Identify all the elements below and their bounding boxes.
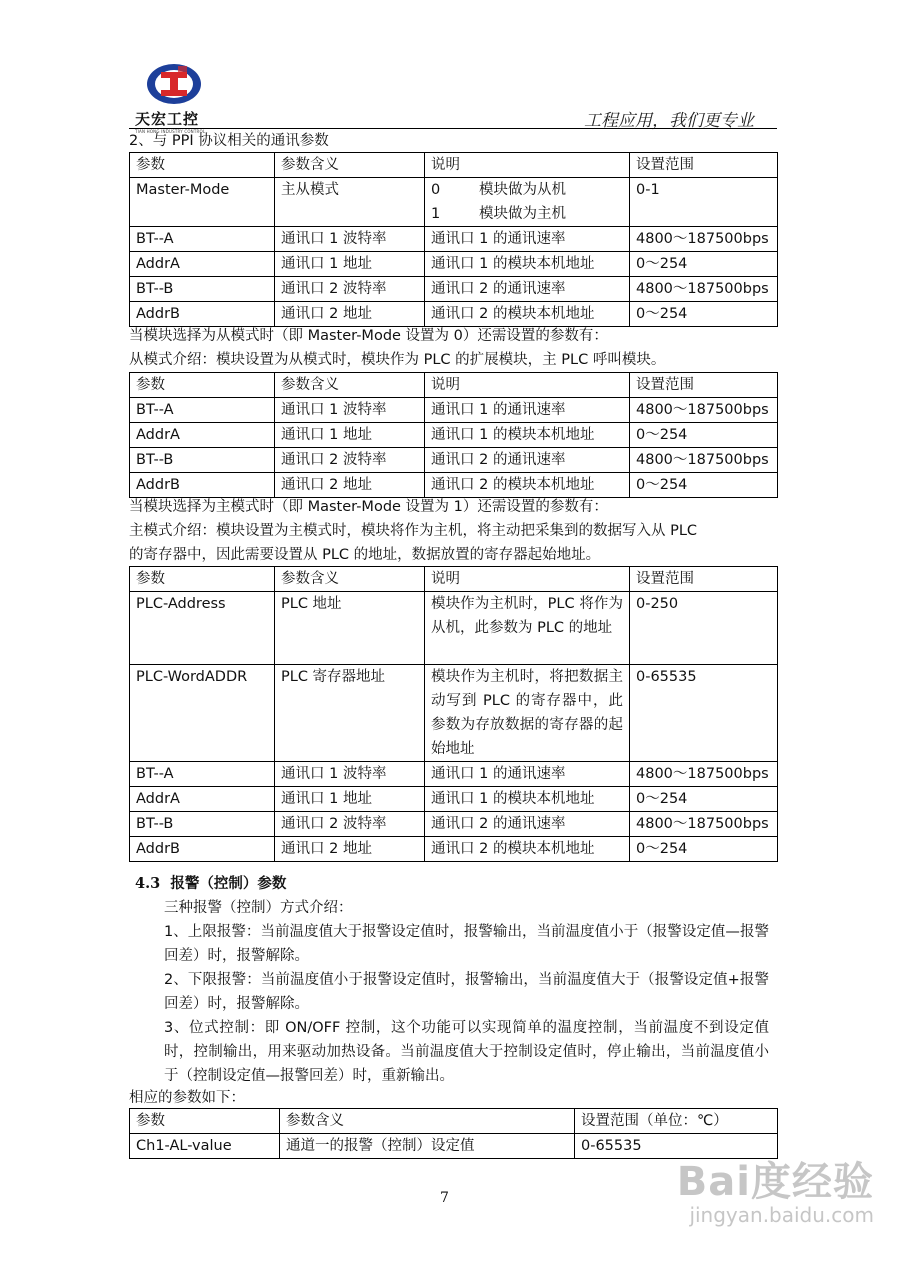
table-header-row [130,567,778,592]
cell-param: Master-Mode [130,178,275,227]
master-mode-desc-1: 主模式介绍：模块设置为主模式时，模块将作为主机，将主动把采集到的数据写入从 PLC [129,523,698,539]
header-desc: 说明 [425,373,630,398]
table-row [130,592,778,665]
header-meaning: 参数含义 [275,153,425,178]
table-row [130,178,778,227]
table-row [130,665,778,762]
cell-range: 0-1 [630,178,778,227]
header-range: 设置范围（单位：℃） [575,1109,778,1134]
cell-desc: 通讯口 2 的通讯速率 [425,448,630,473]
header-slogan: 工程应用，我们更专业 [584,111,754,131]
cell-desc: 通讯口 1 的模块本机地址 [425,252,630,277]
company-logo [135,62,215,134]
master-mode-desc-2: 的寄存器中，因此需要设置从 PLC 的地址，数据放置的寄存器起始地址。 [129,547,601,563]
cell-meaning: 通讯口 1 波特率 [275,398,425,423]
header-meaning: 参数含义 [275,567,425,592]
cell-range: 0～254 [630,787,778,812]
table-row [130,837,778,862]
cell-param: BT--B [130,277,275,302]
cell-range: 4800～187500bps [630,762,778,787]
table-row [130,787,778,812]
table-row [130,473,778,498]
cell-param: AddrA [130,787,275,812]
cell-range: 4800～187500bps [630,277,778,302]
cell-desc: 模块作为主机时，PLC 将作为从机，此参数为 PLC 的地址 [425,592,630,665]
cell-range: 0-65535 [630,665,778,762]
cell-param: PLC-Address [130,592,275,665]
cell-range: 4800～187500bps [630,227,778,252]
cell-desc [425,178,630,227]
header-param: 参数 [130,567,275,592]
section-2-title: 2、与 PPI 协议相关的通讯参数 [129,133,329,149]
ppi-params-table [129,152,778,327]
cell-meaning: 通讯口 1 地址 [275,787,425,812]
section-4-3-heading [135,872,286,893]
master-mode-intro: 当模块选择为主模式时（即 Master-Mode 设置为 1）还需设置的参数有： [129,499,608,515]
table-row [130,448,778,473]
related-params-label: 相应的参数如下： [129,1090,245,1106]
header-meaning: 参数含义 [280,1109,575,1134]
cell-param: BT--A [130,398,275,423]
cell-range: 4800～187500bps [630,812,778,837]
cell-param: Ch1-AL-value [130,1134,280,1159]
header-meaning: 参数含义 [275,373,425,398]
cell-meaning: 通讯口 1 地址 [275,252,425,277]
cell-param: BT--A [130,227,275,252]
cell-range: 0-65535 [575,1134,778,1159]
cell-param: AddrB [130,473,275,498]
cell-range: 4800～187500bps [630,448,778,473]
cell-desc: 通讯口 1 的通讯速率 [425,398,630,423]
table-row [130,277,778,302]
cell-range: 0～254 [630,473,778,498]
cell-meaning: 通道一的报警（控制）设定值 [280,1134,575,1159]
logo-emblem-icon [145,62,203,106]
cell-meaning: 通讯口 2 地址 [275,302,425,327]
cell-param: AddrB [130,837,275,862]
cell-desc: 通讯口 2 的模块本机地址 [425,302,630,327]
cell-meaning: 通讯口 1 地址 [275,423,425,448]
table-header-row [130,1109,778,1134]
table-row [130,252,778,277]
option-text: 模块做为从机 [479,182,566,198]
cell-desc: 模块作为主机时，将把数据主动写到 PLC 的寄存器中，此参数为存放数据的寄存器的起始地址 [425,665,630,762]
cell-range: 0～254 [630,302,778,327]
slave-mode-intro: 当模块选择为从模式时（即 Master-Mode 设置为 0）还需设置的参数有： [129,328,608,344]
cell-range: 0～254 [630,837,778,862]
cell-meaning: 通讯口 1 波特率 [275,227,425,252]
cell-range: 0-250 [630,592,778,665]
table-row [130,398,778,423]
header-desc: 说明 [425,153,630,178]
slave-params-table [129,372,778,498]
watermark-url: jingyan.baidu.com [689,1203,874,1227]
cell-meaning: 通讯口 1 波特率 [275,762,425,787]
cell-desc: 通讯口 1 的通讯速率 [425,762,630,787]
alarm-item-lower: 2、下限报警：当前温度值小于报警设定值时，报警输出，当前温度值大于（报警设定值+报警回差）时，报警解除。 [164,972,769,1012]
cell-range: 0～254 [630,423,778,448]
cell-meaning: 通讯口 2 地址 [275,473,425,498]
cell-meaning: PLC 寄存器地址 [275,665,425,762]
table-header-row [130,373,778,398]
watermark [677,1150,874,1227]
page-number: 7 [440,1190,449,1206]
header-range: 设置范围 [630,567,778,592]
section-title: 报警（控制）参数 [170,875,287,892]
slave-mode-desc: 从模式介绍：模块设置为从模式时，模块作为 PLC 的扩展模块，主 PLC 呼叫模块。 [129,352,666,368]
cell-desc: 通讯口 2 的通讯速率 [425,812,630,837]
cell-desc: 通讯口 2 的模块本机地址 [425,473,630,498]
cell-param: PLC-WordADDR [130,665,275,762]
cell-desc: 通讯口 1 的通讯速率 [425,227,630,252]
table-row [130,812,778,837]
cell-meaning: 通讯口 2 地址 [275,837,425,862]
cell-param: AddrB [130,302,275,327]
cell-meaning: PLC 地址 [275,592,425,665]
table-row [130,762,778,787]
cell-desc: 通讯口 1 的模块本机地址 [425,787,630,812]
watermark-logo: Bai度经验 [676,1159,874,1205]
option-text: 模块做为主机 [479,206,566,222]
cell-param: AddrA [130,423,275,448]
cell-param: AddrA [130,252,275,277]
cell-range: 4800～187500bps [630,398,778,423]
cell-param: BT--A [130,762,275,787]
option-value: 0 [431,182,441,198]
alarm-item-onoff: 3、位式控制：即 ON/OFF 控制，这个功能可以实现简单的温度控制，当前温度不到设定值时，控制输出，用来驱动加热设备。当前温度值大于控制设定值时，停止输出，当前温度值小于（控制设定值—报警回差）时，重新输出。 [164,1020,769,1084]
cell-desc: 通讯口 2 的通讯速率 [425,277,630,302]
cell-meaning: 通讯口 2 波特率 [275,277,425,302]
cell-param: BT--B [130,812,275,837]
table-header-row [130,153,778,178]
cell-range: 0～254 [630,252,778,277]
table-row [130,423,778,448]
table-row [130,227,778,252]
master-params-table [129,566,778,862]
alarm-item-upper: 1、上限报警：当前温度值大于报警设定值时，报警输出，当前温度值小于（报警设定值—报警回差）时，报警解除。 [164,924,769,964]
alarm-intro: 三种报警（控制）方式介绍： [164,900,353,916]
header-desc: 说明 [425,567,630,592]
cell-desc: 通讯口 1 的模块本机地址 [425,423,630,448]
cell-meaning: 通讯口 2 波特率 [275,448,425,473]
cell-meaning: 主从模式 [275,178,425,227]
logo-text: 天宏工控 [135,110,200,128]
header-range: 设置范围 [630,373,778,398]
option-value: 1 [431,206,441,222]
cell-param: BT--B [130,448,275,473]
cell-desc: 通讯口 2 的模块本机地址 [425,837,630,862]
header-param: 参数 [130,153,275,178]
header-param: 参数 [130,373,275,398]
cell-meaning: 通讯口 2 波特率 [275,812,425,837]
header-range: 设置范围 [630,153,778,178]
header-param: 参数 [130,1109,280,1134]
table-row [130,302,778,327]
section-number: 4.3 [135,875,161,892]
logo-subtext: TIAN HONG INDUSTRY CONTROL [135,129,206,134]
